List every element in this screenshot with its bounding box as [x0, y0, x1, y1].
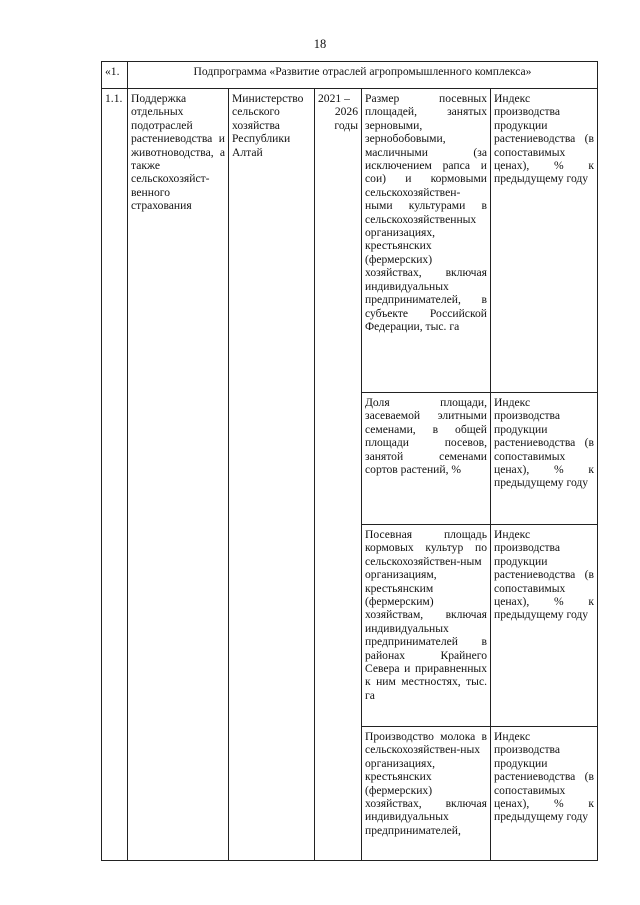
result-indicator: Индекс производства продукции растениеводства (в сопоставимых ценах), % к предыдущему году [491, 525, 598, 727]
measure-name: Поддержка отдельных подотраслей растениеводства и животноводства, а также сельскохозяйст-венного страхования [128, 89, 229, 861]
indicator-text: Доля площади, засеваемой элитными семенами, в общей площади посевов, занятой семенами сортов растений, % [362, 393, 491, 525]
period-unit: годы [334, 118, 358, 132]
table-row [102, 89, 598, 393]
indicator-text: Посевная площадь кормовых культур по сельскохозяйствен-ным организациям, крестьянским (фермерским) хозяйствам, включая индивидуальных предпринимателей в районах Крайнего Севера и приравненных к ним местностях, тыс. га [362, 525, 491, 727]
subprogram-number: «1. [102, 62, 128, 89]
subprogram-title: Подпрограмма «Развитие отраслей агропромышленного комплекса» [128, 62, 598, 89]
result-indicator: Индекс производства продукции растениеводства (в сопоставимых ценах), % к предыдущему году [491, 89, 598, 393]
page-number: 18 [313, 37, 327, 51]
indicator-text: Размер посевных площадей, занятых зерновыми, зернобобовыми, масличными (за исключением рапса и сои) и кормовыми сельскохозяйствен-ными культурами в сельскохозяйственных организациях, крестьянских (фермерских) хозяйствах, включая индивидуальных предпринимателей, в субъекте Российской Федерации, тыс. га [362, 89, 491, 393]
row-number: 1.1. [102, 89, 128, 861]
result-indicator: Индекс производства продукции растениеводства (в сопоставимых ценах), % к предыдущему году [491, 727, 598, 861]
indicator-text: Производство молока в сельскохозяйствен-ных организациях, крестьянских (фермерских) хозяйствах, включая индивидуальных предпринимателей, [362, 727, 491, 861]
period [315, 89, 362, 861]
program-table [101, 61, 598, 861]
executor: Министерство сельского хозяйства Республики Алтай [229, 89, 315, 861]
result-indicator: Индекс производства продукции растениеводства (в сопоставимых ценах), % к предыдущему году [491, 393, 598, 525]
subprogram-header-row [102, 62, 598, 89]
period-start: 2021 – [318, 92, 350, 105]
period-end: 2026 [334, 105, 358, 119]
